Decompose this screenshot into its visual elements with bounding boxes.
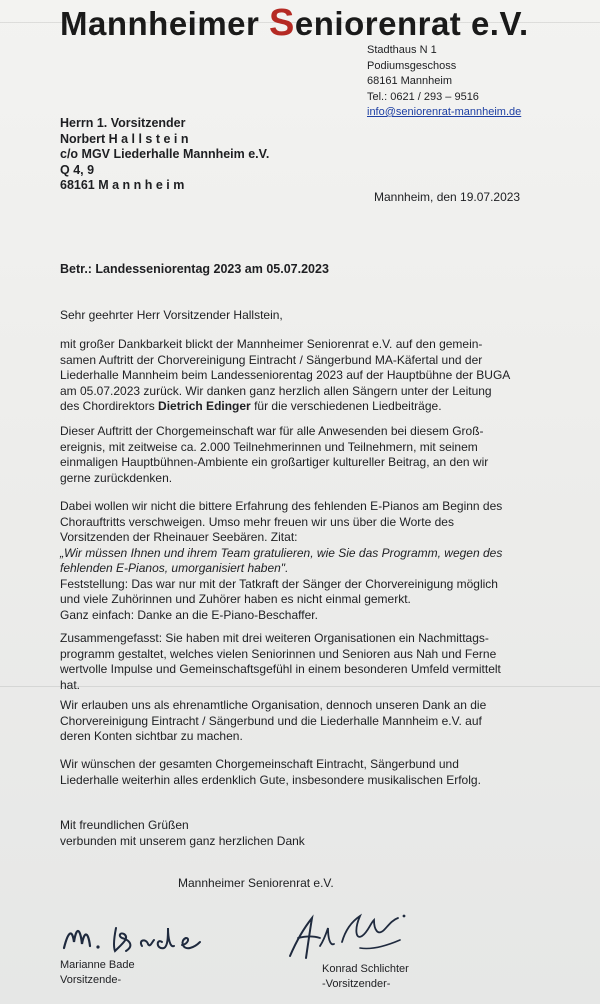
signer-name: Konrad Schlichter [322,963,409,975]
signer-name: Marianne Bade [60,959,135,971]
paragraph-thanks [60,698,486,745]
recipient-line: Q 4, 9 [60,162,95,177]
sender-phone: Tel.: 0621 / 293 – 9516 [367,90,479,103]
sender-address [367,43,521,121]
signer-left [60,958,135,988]
sender-street: Stadthaus N 1 [367,44,437,56]
text-line: Dieser Auftritt der Chorgemeinschaft war für alle Anwesenden bei diesem Groß- [60,424,484,438]
text-line: deren Konten sichtbar zu machen. [60,729,243,743]
recipient-address [60,116,269,194]
letterhead-title-part: Mannheimer [60,5,270,42]
closing [60,818,305,849]
text-line: Wir wünschen der gesamten Chorgemeinschaft Eintracht, Sängerbund und [60,757,459,771]
text-line: Liederhalle Mannheim beim Landesseniorentag 2023 auf der Hauptbühne der BUGA [60,368,511,382]
conductor-name: Dietrich Edinger [158,399,251,413]
signer-role: -Vorsitzender- [322,978,391,990]
recipient-line: Norbert H a l l s t e i n [60,131,189,146]
text-line: einmaligen Hauptbühnen-Ambiente ein großartiger kultureller Beitrag, an den wir [60,455,489,469]
recipient-line: 68161 M a n n h e i m [60,178,185,192]
text-line: am 05.07.2023 zurück. Wir danken ganz herzlich allen Sängern unter der Leitung [60,383,492,398]
text-fragment: des Chordirektors [60,399,159,413]
subject-line: Betr.: Landesseniorentag 2023 am 05.07.2023 [60,262,329,276]
text-line: Zusammengefasst: Sie haben mit drei weiteren Organisationen ein Nachmittags- [60,631,489,645]
date-line: Mannheim, den 19.07.2023 [374,190,521,204]
recipient-line: Herrn 1. Vorsitzender [60,116,186,130]
sender-email-link[interactable]: info@seniorenrat-mannheim.de [367,106,522,118]
text-fragment: für die verschiedenen Liedbeiträge. [250,399,442,413]
text-line: hat. [60,677,81,692]
paragraph-summary [60,631,501,693]
organization-signature: Mannheimer Seniorenrat e.V. [178,876,334,890]
signature-schlichter-handwritten [284,906,414,966]
text-line: und viele Zuhörinnen und Zuhörer haben es nicht einmal gemerkt. [60,592,411,606]
closing-line: Mit freundlichen Grüßen [60,818,189,832]
letterhead-title [60,2,529,45]
text-line: samen Auftritt der Chorvereinigung Eintracht / Sängerbund MA-Käfertal und der [60,352,483,367]
text-line: Feststellung: Das war nur mit der Tatkraft der Sänger der Chorvereinigung möglich [60,576,498,591]
text-line: Dabei wollen wir nicht die bittere Erfahrung des fehlenden E-Pianos am Beginn des [60,499,503,513]
text-line: wertvolle Impulse und Gemeinschaftsgefühl in einem besonderen Umfeld vermittelt [60,662,501,676]
letterhead-title-highlight: S [269,2,295,44]
recipient-line: c/o MGV Liederhalle Mannheim e.V. [60,147,270,161]
text-line: programm gestaltet, welches vielen Seniorinnen und Senioren aus Nah und Ferne [60,646,497,661]
text-line: mit großer Dankbarkeit blickt der Mannheimer Seniorenrat e.V. auf den gemein- [60,337,483,351]
text-line: Chorauftritts verschweigen. Umso mehr freuen wir uns über die Worte des [60,514,454,529]
text-line: Liederhalle weiterhin alles erdenklich Gute, insbesondere musikalischen Erfolg. [60,772,481,787]
text-line: Wir erlauben uns als ehrenamtliche Organisation, dennoch unseren Dank an die [60,698,487,712]
letterhead-title-part: eniorenrat e.V. [294,5,529,42]
text-line: Ganz einfach: Danke an die E-Piano-Beschaffer. [60,607,318,622]
sender-city: 68161 Mannheim [367,75,453,87]
paragraph-wishes [60,757,481,788]
text-line: Vorsitzenden der Rheinauer Seebären. Zitat: [60,530,298,544]
paragraph-gratitude [60,337,510,415]
paragraph-event [60,424,488,486]
salutation: Sehr geehrter Herr Vorsitzender Hallstein, [60,308,283,322]
text-line: Chorvereinigung Eintracht / Sängerbund und die Liederhalle Mannheim e.V. auf [60,713,482,728]
closing-line: verbunden mit unserem ganz herzlichen Dank [60,833,305,848]
signature-bade-handwritten [58,918,218,958]
text-line: ereignis, mit zeitweise ca. 2.000 Teilnehmerinnen und Teilnehmern, mit seinem [60,439,478,454]
text-line: gerne zurückdenken. [60,470,173,485]
paragraph-piano [60,499,502,623]
signer-right [322,962,409,992]
sender-floor: Podiumsgeschoss [367,59,457,72]
quote-line: „Wir müssen Ihnen und ihrem Team gratulieren, wie Sie das Programm, wegen des [60,545,503,560]
quote-line: fehlenden E-Pianos, umorganisiert haben". [60,561,289,575]
text-line [60,399,510,415]
signer-role: Vorsitzende- [60,974,122,986]
